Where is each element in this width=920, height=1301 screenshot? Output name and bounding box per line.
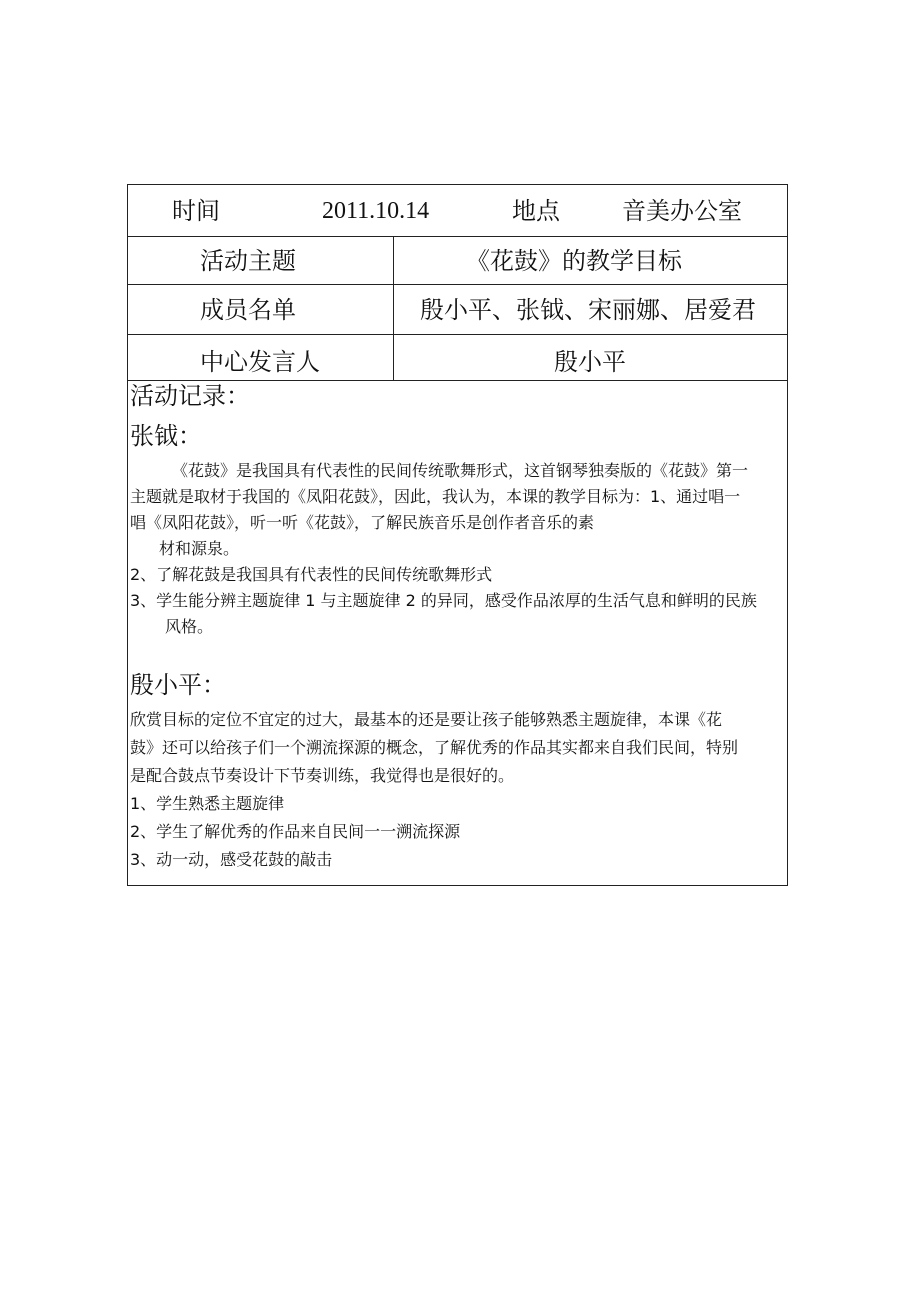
speaker-value: 殷小平 [554,348,626,376]
speaker2-line: 2、学生了解优秀的作品来自民间一一溯流探源 [130,822,461,841]
record-body [128,381,787,887]
speaker1-line: 风格。 [165,617,214,636]
speaker1-line: 唱《凤阳花鼓》，听一听《花鼓》，了解民族音乐是创作者音乐的素 [130,513,595,532]
speaker2-name: 殷小平： [130,671,226,699]
place-label: 地点 [512,197,560,225]
time-label: 时间 [172,197,220,225]
row-time-place [128,185,787,237]
members-label: 成员名单 [200,296,296,324]
activity-record-table [127,184,788,886]
row-topic [128,237,787,285]
speaker1-line: 主题就是取材于我国的《凤阳花鼓》，因此，我认为，本课的教学目标为：1、通过唱一 [130,487,741,506]
speaker1-line: 材和源泉。 [159,539,240,558]
speaker2-line: 1、学生熟悉主题旋律 [130,794,285,813]
speaker2-line: 鼓》还可以给孩子们一个溯流探源的概念，了解优秀的作品其实都来自我们民间，特别 [130,738,739,757]
speaker1-line: 《花鼓》是我国具有代表性的民间传统歌舞形式，这首钢琴独奏版的《花鼓》第一 [172,461,749,480]
speaker1-name: 张钺： [130,422,202,450]
speaker-label: 中心发言人 [200,348,320,376]
speaker1-line: 3、学生能分辨主题旋律 1 与主题旋律 2 的异同，感受作品浓厚的生活气息和鲜明的民族 [130,591,757,610]
speaker2-line: 是配合鼓点节奏设计下节奏训练，我觉得也是很好的。 [130,766,515,785]
time-value: 2011.10.14 [322,198,430,224]
column-divider [393,237,394,381]
speaker2-line: 3、动一动，感受花鼓的敲击 [130,850,333,869]
record-title: 活动记录： [130,382,250,410]
row-speaker [128,335,787,381]
speaker1-line: 2、了解花鼓是我国具有代表性的民间传统歌舞形式 [130,565,493,584]
place-value: 音美办公室 [622,197,742,225]
row-members [128,285,787,335]
speaker2-line: 欣赏目标的定位不宜定的过大，最基本的还是要让孩子能够熟悉主题旋律，本课《花 [130,710,723,729]
topic-label: 活动主题 [200,247,296,275]
members-value: 殷小平、张钺、宋丽娜、居爱君 [420,296,756,324]
topic-value: 《花鼓》的教学目标 [466,247,682,275]
